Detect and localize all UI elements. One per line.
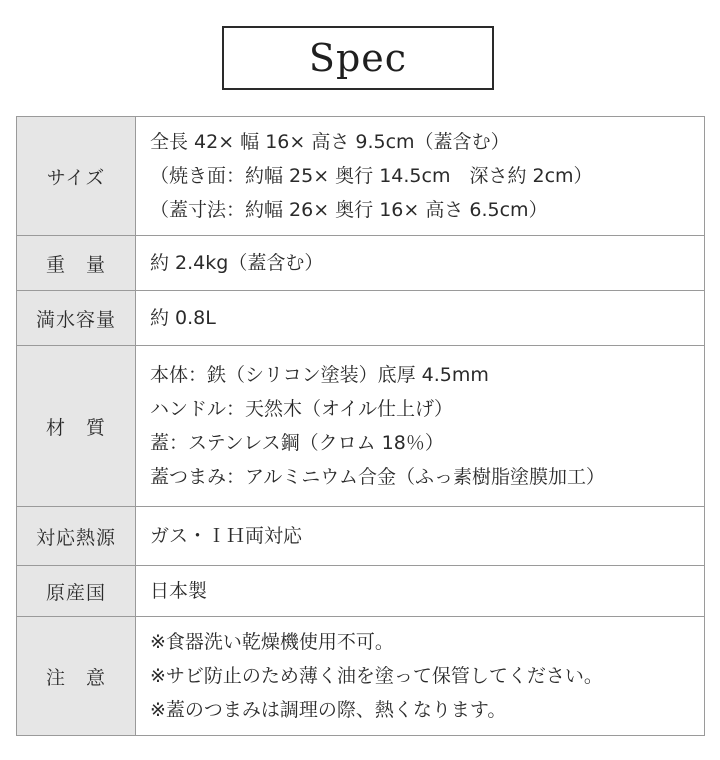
spec-label-size: サイズ [17,117,136,236]
spec-line: （蓋寸法：約幅 26× 奥行 16× 高さ 6.5cm） [150,199,548,221]
spec-value-material [136,346,705,507]
spec-line: 約 2.4kg（蓋含む） [150,252,324,274]
spec-label-origin: 原産国 [17,566,136,617]
spec-row-notes [17,617,705,736]
spec-label-water: 満水容量 [17,291,136,346]
spec-line: ※サビ防止のため薄く油を塗って保管してください。 [150,665,603,687]
spec-value-notes [136,617,705,736]
spec-label-material: 材 質 [17,346,136,507]
spec-label-notes: 注 意 [17,617,136,736]
spec-value-size [136,117,705,236]
page-title: Spec [308,36,408,80]
spec-line: 全長 42× 幅 16× 高さ 9.5cm（蓋含む） [150,131,510,153]
spec-line: 約 0.8L [150,307,216,329]
spec-value-heat [136,507,705,566]
spec-line: 蓋つまみ：アルミニウム合金（ふっ素樹脂塗膜加工） [150,466,606,488]
spec-value-origin [136,566,705,617]
spec-line: （焼き面：約幅 25× 奥行 14.5cm 深さ約 2cm） [150,165,593,187]
spec-value-weight [136,236,705,291]
spec-row-material [17,346,705,507]
spec-line: ※食器洗い乾燥機使用不可。 [150,631,394,653]
spec-label-heat: 対応熱源 [17,507,136,566]
spec-row-weight [17,236,705,291]
spec-row-origin [17,566,705,617]
spec-row-water [17,291,705,346]
title-box [222,26,494,90]
spec-line: ガス・ＩＨ両対応 [150,525,303,547]
spec-line: 蓋：ステンレス鋼（クロム 18％） [150,432,444,454]
spec-label-weight: 重 量 [17,236,136,291]
spec-row-size [17,117,705,236]
spec-line: 日本製 [150,580,208,602]
spec-line: 本体：鉄（シリコン塗装）底厚 4.5mm [150,364,489,386]
spec-line: ※蓋のつまみは調理の際、熱くなります。 [150,699,507,721]
spec-row-heat [17,507,705,566]
spec-line: ハンドル：天然木（オイル仕上げ） [150,398,454,420]
spec-value-water [136,291,705,346]
spec-table [16,116,705,736]
